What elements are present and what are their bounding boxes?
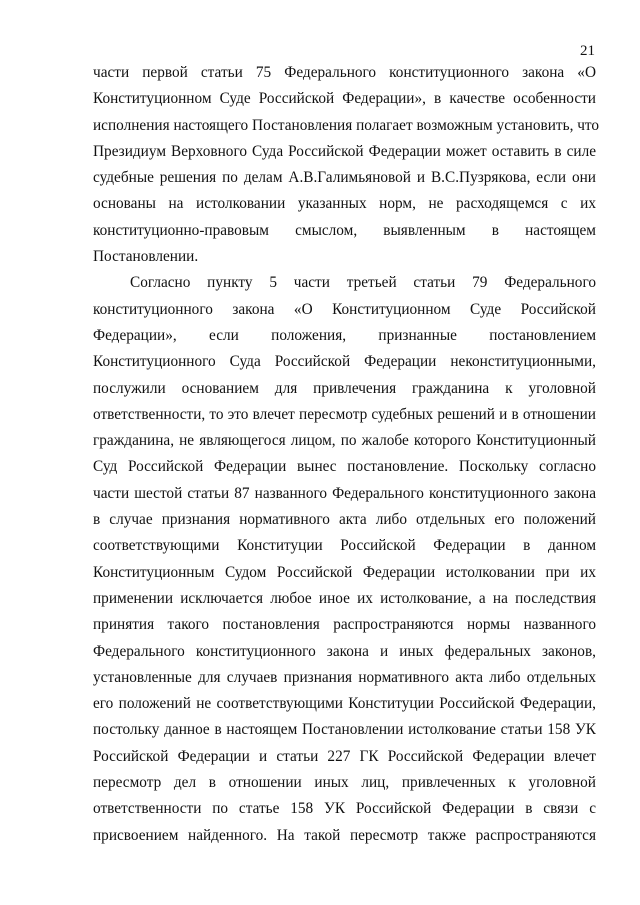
text-line: Конституционного Суда Российской Федерации неконституционными, xyxy=(93,353,596,371)
text-line: основаны на истолковании указанных норм, не расходящемся с их xyxy=(93,195,596,213)
text-line: применении исключается любое иное их истолкование, а на последствия xyxy=(93,589,596,607)
text-line: части первой статьи 75 Федерального конституционного закона «О xyxy=(93,64,596,81)
text-line: Федерации», если положения, признанные постановлением xyxy=(93,326,596,344)
paragraph-2 xyxy=(93,270,596,849)
text-line: гражданина, не являющегося лицом, по жалобе которого Конституционный xyxy=(93,432,596,450)
text-line: Согласно пункту 5 части третьей статьи 79 Федерального xyxy=(130,274,596,292)
text-line: в случае признания нормативного акта либо отдельных его положений xyxy=(93,511,596,529)
text-line: исполнения настоящего Постановления полагает возможным установить, что xyxy=(93,116,600,134)
text-line: Федерального конституционного закона и иных федеральных законов, xyxy=(93,642,596,660)
text-line: части шестой статьи 87 названного Федерального конституционного закона xyxy=(93,484,596,502)
text-line: постольку данное в настоящем Постановлении истолкование статьи 158 УК xyxy=(93,721,596,739)
text-line: Российской Федерации и статьи 227 ГК Российской Федерации влечет xyxy=(93,747,596,765)
page-number: 21 xyxy=(580,43,595,59)
text-line: послужили основанием для привлечения гражданина к уголовной xyxy=(93,379,596,397)
text-line: ответственности по статье 158 УК Российской Федерации в связи с xyxy=(93,800,596,818)
paragraph-1 xyxy=(93,60,600,270)
text-line: Конституционном Суде Российской Федерации», в качестве особенности xyxy=(93,90,596,108)
text-line: его положений не соответствующими Конституции Российской Федерации, xyxy=(93,695,596,713)
text-line: соответствующими Конституции Российской Федерации в данном xyxy=(93,537,596,555)
text-line: конституционного закона «О Конституционном Суде Российской xyxy=(93,300,596,318)
text-line: Постановлении. xyxy=(93,248,199,266)
text-line: Президиум Верховного Суда Российской Федерации может оставить в силе xyxy=(93,142,596,160)
text-line: присвоением найденного. На такой пересмотр также распространяются xyxy=(93,826,596,844)
text-line: ответственности, то это влечет пересмотр судебных решений и в отношении xyxy=(93,405,596,423)
text-line: принятия такого постановления распространяются нормы названного xyxy=(93,616,596,634)
text-line: пересмотр дел в отношении иных лиц, привлеченных к уголовной xyxy=(93,774,596,792)
text-line: Конституционным Судом Российской Федерации истолковании при их xyxy=(93,563,596,581)
text-line: конституционно-правовым смыслом, выявленным в настоящем xyxy=(93,221,596,239)
text-line: установленные для случаев признания нормативного акта либо отдельных xyxy=(93,668,596,686)
text-line: Суд Российской Федерации вынес постановление. Поскольку согласно xyxy=(93,458,596,476)
text-line: судебные решения по делам А.В.Галимьяновой и В.С.Пузрякова, если они xyxy=(93,169,596,187)
body-text xyxy=(93,60,600,849)
